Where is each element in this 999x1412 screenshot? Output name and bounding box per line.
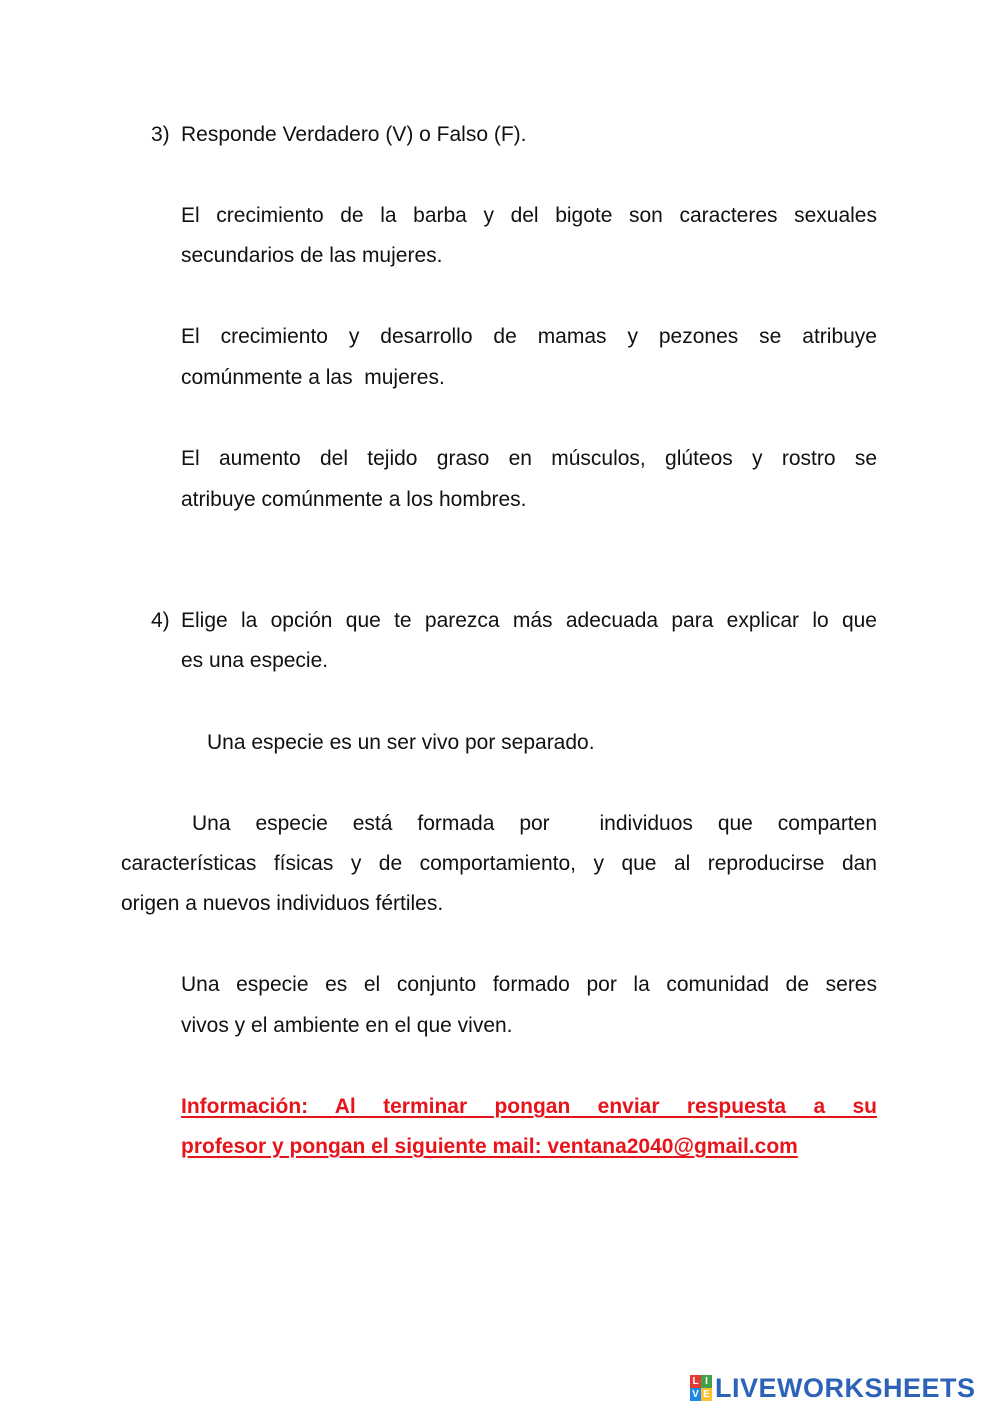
question-4-prompt-line-2: es una especie. — [181, 649, 329, 672]
q3-statement-3-line-1: El aumento del tejido graso en músculos, glúteos y rostro se — [181, 447, 877, 470]
q3-statement-1-line-2: secundarios de las mujeres. — [181, 244, 443, 267]
info-line-2: profesor y pongan el siguiente mail: ventana2040@gmail.com — [181, 1135, 798, 1158]
q4-option-2-line-1: Una especie está formada por individuos que comparten — [192, 812, 877, 835]
q4-option-2-line-3: origen a nuevos individuos fértiles. — [121, 892, 444, 915]
question-4-number: 4) — [151, 609, 170, 632]
info-line-1: Información: Al terminar pongan enviar respuesta a su — [181, 1095, 877, 1118]
logo-letter-l: L — [690, 1375, 701, 1388]
q3-statement-2-line-1: El crecimiento y desarrollo de mamas y pezones se atribuye — [181, 325, 877, 348]
q3-statement-2-line-2: comúnmente a las mujeres. — [181, 366, 445, 389]
logo-letter-e: E — [701, 1388, 712, 1401]
q4-option-1: Una especie es un ser vivo por separado. — [207, 731, 595, 754]
liveworksheets-logo — [690, 1372, 976, 1404]
q4-option-3-line-1: Una especie es el conjunto formado por la comunidad de seres — [181, 973, 877, 996]
question-3-number: 3) — [151, 123, 170, 146]
question-3-prompt: Responde Verdadero (V) o Falso (F). — [181, 123, 527, 146]
q4-option-2-line-2: características físicas y de comportamiento, y que al reproducirse dan — [121, 852, 877, 875]
logo-text: LIVEWORKSHEETS — [715, 1372, 976, 1403]
logo-letter-i: I — [701, 1375, 712, 1388]
q4-option-3-line-2: vivos y el ambiente en el que viven. — [181, 1014, 513, 1037]
q3-statement-3-line-2: atribuye comúnmente a los hombres. — [181, 488, 527, 511]
q3-statement-1-line-1: El crecimiento de la barba y del bigote son caracteres sexuales — [181, 204, 877, 227]
question-4-prompt-line-1: Elige la opción que te parezca más adecuada para explicar lo que — [181, 609, 877, 632]
logo-letter-v: V — [690, 1388, 701, 1401]
live-mark-icon — [690, 1375, 712, 1401]
